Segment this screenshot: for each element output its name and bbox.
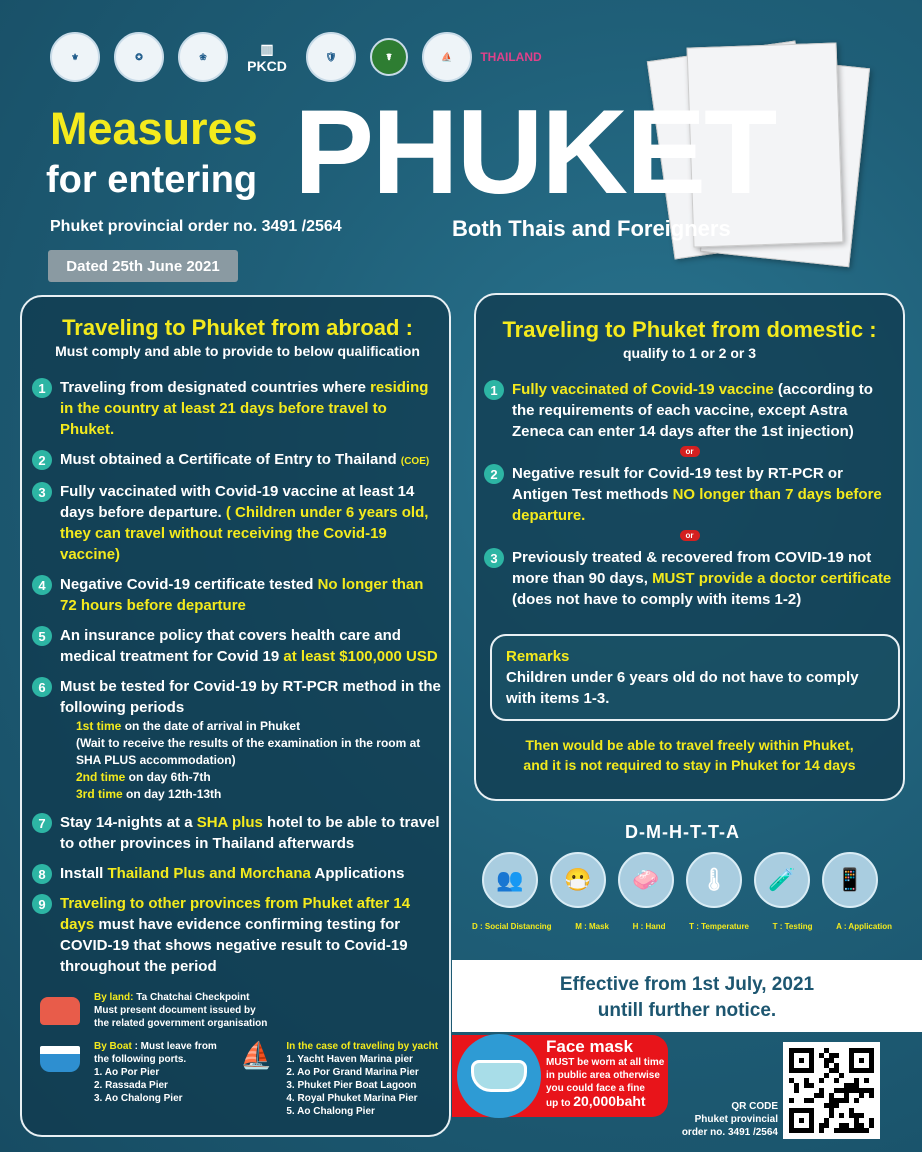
by-land: By land: Ta Chatchai Checkpoint Must present document issued by the related government organisation (40, 991, 440, 1030)
partner-logos (50, 32, 542, 82)
test-period (76, 718, 443, 735)
dmhtta-label: T : Temperature (689, 922, 750, 931)
item-body (60, 863, 405, 884)
number-badge: 2 (484, 464, 504, 484)
domestic-subtitle: qualify to 1 or 2 or 3 (622, 345, 757, 361)
item-text: residing in the country at least 21 days before travel to Phuket. (60, 379, 429, 438)
item-text: Must obtained a Certificate of Entry to Thailand (60, 451, 401, 468)
test-period (76, 735, 443, 769)
mask-icon: 😷 (550, 852, 606, 908)
order-number: Phuket provincial order no. 3491 /2564 (50, 218, 342, 235)
domestic-title: Traveling to Phuket from domestic : (502, 317, 877, 342)
item-text: SHA plus (196, 814, 263, 831)
dmhtta-label: D : Social Distancing (472, 922, 552, 931)
item-text: ( Children under 6 years old, they can travel without receiving the Covid-19 vaccine) (60, 504, 429, 563)
item-body (60, 481, 443, 565)
number-badge: 3 (484, 548, 504, 568)
boat-port: 3. Ao Chalong Pier (94, 1093, 183, 1104)
port-authority-logo: ⛵ (422, 32, 472, 82)
qr-code[interactable] (783, 1042, 880, 1139)
by-yacht: ⛵ In the case of traveling by yacht 1. Yacht Haven Marina pier 2. Ao Por Grand Marina Pier 3. Phuket Pier Boat Lagoon 4. Royal Phuket Marina Pier 5. Ao Chalong Pier (240, 1040, 439, 1117)
list-item (32, 574, 443, 616)
dmhtta-title: D-M-H-T-T-A (625, 822, 740, 842)
item-text: (Wait to receive the results of the examination in the room at SHA PLUS accommodation) (76, 736, 421, 767)
provincial-seal-logo: ❀ (178, 32, 228, 82)
amazing-thailand-logo: THAILAND (480, 50, 542, 64)
item-text: 1st time (76, 719, 122, 733)
list-item (484, 463, 895, 526)
thermometer-icon: 🌡 (686, 852, 742, 908)
phone-app-icon: 📱 (822, 852, 878, 908)
item-text: Previously treated & recovered from COVID-19 not more than 90 days, (512, 549, 872, 587)
yacht-pier: 3. Phuket Pier Boat Lagoon (286, 1080, 417, 1091)
list-item (484, 547, 895, 610)
domestic-note: Then would be able to travel freely within Phuket, and it is not required to stay in Phuket for 14 days (523, 737, 856, 773)
list-item (32, 893, 443, 977)
item-text: 2nd time (76, 770, 126, 784)
dated-badge: Dated 25th June 2021 (48, 250, 238, 282)
qr-caption: QR CODE Phuket provincial order no. 3491 /2564 (681, 1101, 778, 1138)
number-badge: 5 (32, 626, 52, 646)
remarks-box: Remarks Children under 6 years old do not have to comply with items 1-3. (490, 634, 900, 721)
item-text: on day 12th-13th (122, 787, 222, 801)
title-measures: Measures (50, 103, 258, 154)
item-body (60, 574, 443, 616)
number-badge: 4 (32, 575, 52, 595)
item-text: Install (60, 865, 108, 882)
item-body (512, 463, 895, 526)
hand-icon: 🧼 (618, 852, 674, 908)
yacht-pier: 4. Royal Phuket Marina Pier (286, 1093, 418, 1104)
item-text: Traveling from designated countries where (60, 379, 371, 396)
item-text: (does not have to comply with items 1-2) (512, 591, 802, 608)
number-badge: 7 (32, 813, 52, 833)
test-period (76, 769, 443, 786)
item-body (512, 379, 895, 442)
dmhtta-label: M : Mask (575, 922, 609, 931)
item-text: Stay 14-nights at a (60, 814, 197, 831)
number-badge: 6 (32, 677, 52, 697)
abroad-title: Traveling to Phuket from abroad : (62, 315, 413, 340)
effective-banner: Effective from 1st July, 2021 untill further notice. (452, 960, 922, 1032)
domestic-panel (474, 293, 905, 801)
face-mask-icon (457, 1034, 541, 1118)
audience: Both Thais and Foreigners (452, 216, 731, 241)
police-seal-logo: ✪ (114, 32, 164, 82)
province-seal-logo: ⚜ (50, 32, 100, 82)
list-item (32, 625, 443, 667)
face-mask-text: Face mask MUST be worn at all time in public area otherwise you could face a fine up to 20,000baht (546, 1037, 665, 1109)
or-separator: or (680, 446, 700, 457)
item-body (60, 676, 443, 718)
item-text: NO longer than 7 days before departure. (512, 486, 882, 524)
item-body (60, 377, 443, 440)
item-text: Fully vaccinated with Covid-19 vaccine at least 14 days before departure. (60, 483, 415, 521)
item-body (60, 893, 443, 977)
item-text: Fully vaccinated of Covid-19 vaccine (512, 381, 774, 398)
transport-section (40, 991, 440, 1118)
list-item (32, 449, 443, 472)
health-ministry-logo: ☤ (370, 38, 408, 76)
ship-icon (40, 1046, 80, 1072)
item-text: hotel to be able to travel to other provinces in Thailand afterwards (60, 814, 440, 852)
item-body (60, 812, 443, 854)
list-item (32, 676, 443, 718)
dmhtta-icons (482, 852, 878, 908)
boat-port: 2. Rassada Pier (94, 1080, 168, 1091)
number-badge: 8 (32, 864, 52, 884)
abroad-panel (20, 295, 451, 1137)
item-text: Thailand Plus and Morchana (107, 865, 311, 882)
list-item (32, 481, 443, 565)
item-text: at least $100,000 USD (283, 648, 438, 665)
list-item (32, 377, 443, 440)
car-icon (40, 997, 80, 1025)
dmhtta-label: A : Application (836, 922, 892, 931)
abroad-subtitle: Must comply and able to provide to below qualification (55, 343, 420, 359)
item-text: on the date of arrival in Phuket (121, 719, 301, 733)
test-swab-icon: 🧪 (754, 852, 810, 908)
number-badge: 2 (32, 450, 52, 470)
number-badge: 1 (32, 378, 52, 398)
number-badge: 9 (32, 894, 52, 914)
item-text: An insurance policy that covers health care and medical treatment for Covid 19 (60, 627, 401, 665)
item-body (60, 449, 429, 472)
item-text: Must be tested for Covid-19 by RT-PCR method in the following periods (60, 678, 441, 716)
boat-port: 1. Ao Por Pier (94, 1067, 160, 1078)
item-text: MUST provide a doctor certificate (652, 570, 892, 587)
list-item (32, 812, 443, 854)
item-text: Negative result for Covid-19 test by RT-PCR or Antigen Test methods (512, 465, 843, 503)
by-boat: By Boat : Must leave from the following ports. 1. Ao Por Pier 2. Rassada Pier 3. Ao Chalong Pier (40, 1040, 240, 1118)
list-item (484, 379, 895, 442)
item-text: Negative Covid-19 certificate tested (60, 576, 318, 593)
title-phuket: PHUKET (294, 85, 776, 219)
item-text: Traveling to other provinces from Phuket after 14 days (60, 895, 411, 933)
item-body (60, 625, 443, 667)
yacht-pier: 1. Yacht Haven Marina pier (286, 1054, 413, 1065)
item-text: must have evidence confirming testing for COVID-19 that shows negative result to Covid-19 throughout the period (60, 916, 408, 975)
or-separator: or (680, 530, 700, 541)
item-text: on day 6th-7th (125, 770, 211, 784)
social-distancing-icon: 👥 (482, 852, 538, 908)
item-text: Applications (310, 865, 405, 882)
dmhtta-label: H : Hand (632, 922, 666, 931)
dmhtta-labels (472, 922, 892, 931)
title-for-entering: for entering (46, 159, 258, 201)
yacht-pier: 5. Ao Chalong Pier (286, 1106, 375, 1117)
shield-logo: 🛡 (306, 32, 356, 82)
item-text: (according to the requirements of each vaccine, except Astra Zeneca can enter 14 days after the 1st injection) (512, 381, 873, 440)
item-body (512, 547, 895, 610)
item-text: 3rd time (76, 787, 123, 801)
item-text: No longer than 72 hours before departure (60, 576, 424, 614)
pkcd-logo: ▥ PKCD (247, 40, 287, 74)
item-text: (COE) (400, 456, 430, 467)
number-badge: 1 (484, 380, 504, 400)
yacht-pier: 2. Ao Por Grand Marina Pier (286, 1067, 419, 1078)
number-badge: 3 (32, 482, 52, 502)
sailboat-icon: ⛵ (240, 1040, 273, 1070)
list-item (32, 863, 443, 884)
dmhtta-label: T : Testing (772, 922, 813, 931)
test-period (76, 786, 443, 803)
